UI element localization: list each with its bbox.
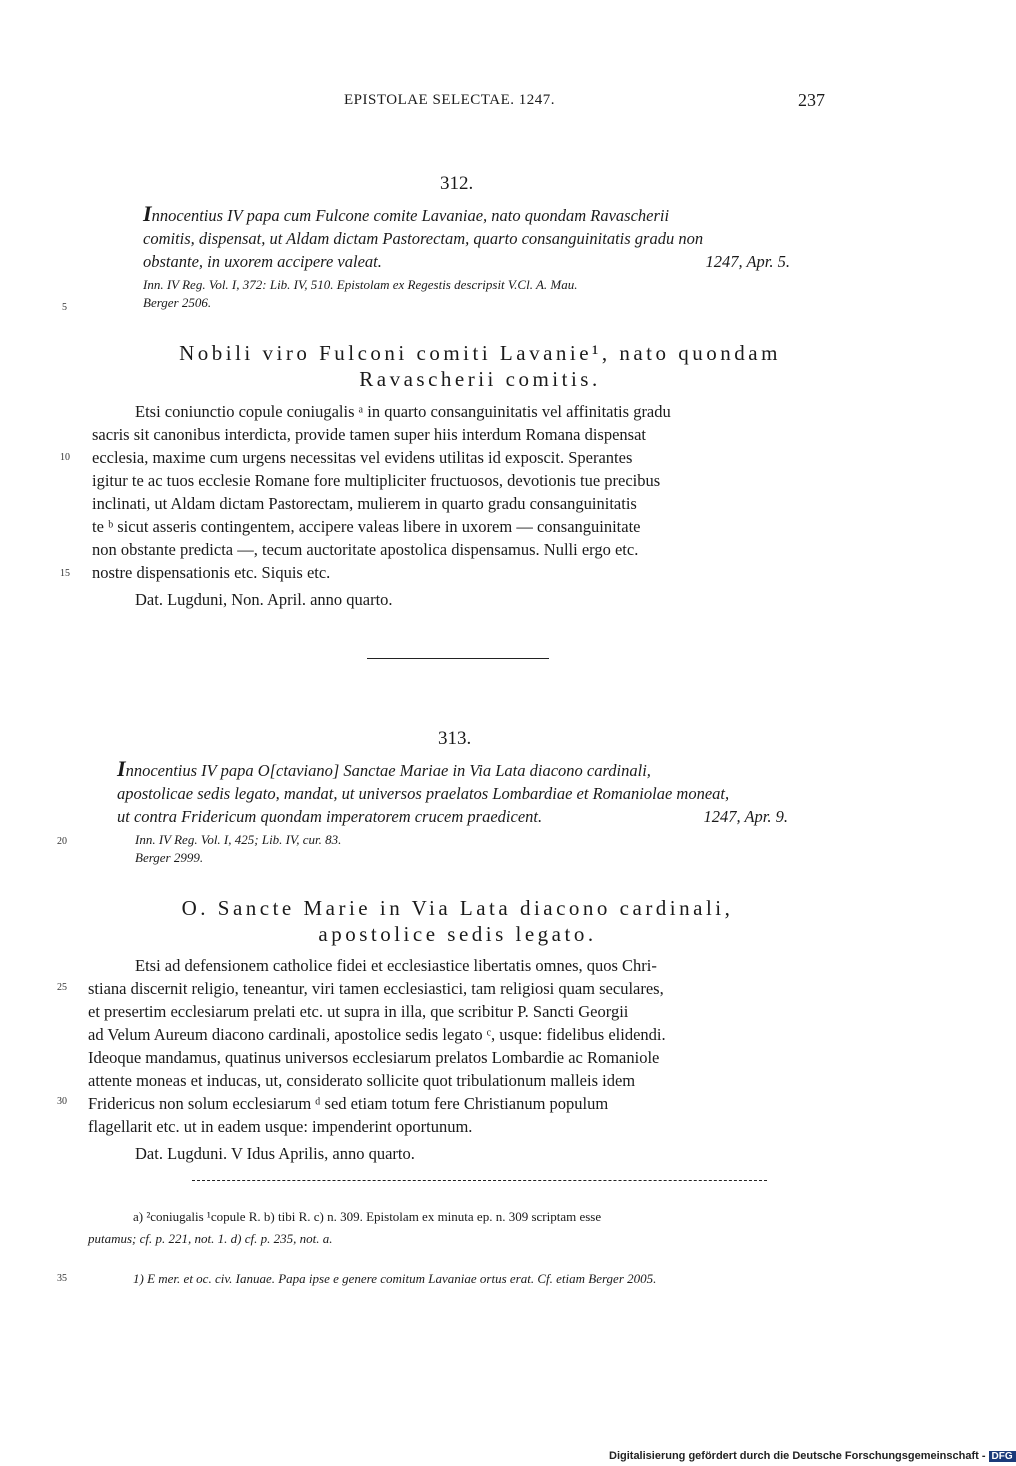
source-line: Inn. IV Reg. Vol. I, 425; Lib. IV, cur. 83.: [135, 832, 342, 847]
page-number: 237: [798, 90, 825, 110]
line-number: 5: [62, 302, 67, 313]
line-number: 25: [57, 982, 67, 993]
address-line: O. Sancte Marie in Via Lata diacono cardinali,: [181, 896, 734, 920]
address-line: Nobili viro Fulconi comiti Lavanie¹, nato quondam: [179, 341, 781, 365]
letter-313-body: [88, 954, 826, 1165]
body-line: te ᵇ sicut asseris contingentem, accipere valeas libere in uxorem — consanguinitate: [92, 517, 641, 536]
body-line: Ideoque mandamus, quatinus universos ecclesiarum prelatos Lombardie ac Romaniole: [88, 1048, 660, 1067]
letter-313-number: 313.: [438, 728, 472, 749]
body-line: non obstante predicta —, tecum auctoritate apostolica dispensamus. Nulli ergo etc.: [92, 540, 639, 559]
summary-line: comitis, dispensat, ut Aldam dictam Pastorectam, quarto consanguinitatis gradu non: [143, 229, 704, 248]
line-number: 10: [60, 452, 70, 463]
body-line: Fridericus non solum ecclesiarum ᵈ sed etiam totum fere Christianum populum: [88, 1094, 609, 1113]
address-line: Ravascherii comitis.: [359, 367, 601, 391]
line-number: 35: [57, 1273, 67, 1284]
summary-initial: I: [143, 201, 152, 226]
body-line: inclinati, ut Aldam dictam Pastorectam, mulierem in quarto gradu consanguinitatis: [92, 494, 637, 513]
body-line: nostre dispensationis etc. Siquis etc.: [92, 563, 331, 582]
letter-312-date: 1247, Apr. 5.: [705, 252, 790, 271]
summary-line: ut contra Fridericum quondam imperatorem crucem praedicent.: [117, 807, 543, 826]
summary-line: obstante, in uxorem accipere valeat.: [143, 252, 382, 271]
letter-312-body: [92, 400, 827, 611]
summary-line: apostolicae sedis legato, mandat, ut universos praelatos Lombardiae et Romaniolae moneat,: [117, 784, 730, 803]
body-line: attente moneas et inducas, ut, considerato sollicite quot tribulationum malleis idem: [88, 1071, 636, 1090]
summary-line: nnocentius IV papa cum Fulcone comite Lavaniae, nato quondam Ravascherii: [151, 206, 670, 225]
body-line: sacris sit canonibus interdicta, provide tamen super hiis interdum Romana dispensat: [92, 425, 646, 444]
letter-312-summary: [143, 202, 828, 273]
section-divider: [367, 658, 549, 659]
body-line: flagellarit etc. ut in eadem usque: impenderint oportunum.: [88, 1117, 473, 1136]
line-number: 15: [60, 568, 70, 579]
body-line: stiana discernit religio, teneantur, viri tamen ecclesiastici, tam religiosi quam seculares,: [88, 979, 664, 998]
funding-note: [609, 1450, 1013, 1462]
body-line: et presertim ecclesiarum prelati etc. ut supra in illa, que scribitur P. Sancti Georgii: [88, 1002, 629, 1021]
letter-312-dating: Dat. Lugduni, Non. April. anno quarto.: [135, 590, 393, 609]
footnote-rule: [192, 1180, 767, 1181]
body-line: ecclesia, maxime cum urgens necessitas vel evidens utilitas id exposcit. Sperantes: [92, 448, 633, 467]
historical-footnote: 1) E mer. et oc. civ. Ianuae. Papa ipse e genere comitum Lavaniae ortus erat. Cf. etiam Berger 2005.: [133, 1271, 657, 1286]
body-line: Etsi ad defensionem catholice fidei et ecclesiastice libertatis omnes, quos Chri-: [135, 956, 657, 975]
running-title: EPISTOLAE SELECTAE. 1247.: [344, 92, 556, 108]
footnote-line: putamus; cf. p. 221, not. 1. d) cf. p. 235, not. a.: [88, 1231, 333, 1246]
body-line: igitur te ac tuos ecclesie Romane fore multipliciter fructuosos, devotionis tue precibus: [92, 471, 661, 490]
summary-line: nnocentius IV papa O[ctaviano] Sanctae Mariae in Via Lata diacono cardinali,: [125, 761, 651, 780]
letter-312-number: 312.: [440, 173, 474, 194]
body-line: ad Velum Aureum diacono cardinali, apostolice sedis legato ᶜ, usque: fidelibus elidendi.: [88, 1025, 666, 1044]
source-line: Berger 2999.: [135, 850, 204, 865]
letter-313-address: [100, 895, 815, 947]
letter-313-source: [135, 831, 341, 867]
footnote-line: a) ²coniugalis ¹copule R. b) tibi R. c) n. 309. Epistolam ex minuta ep. n. 309 scriptam esse: [133, 1209, 602, 1224]
letter-313-dating: Dat. Lugduni. V Idus Aprilis, anno quarto.: [135, 1144, 415, 1163]
body-line: Etsi coniunctio copule coniugalis ᵃ in quarto consanguinitatis vel affinitatis gradu: [135, 402, 671, 421]
letter-313-summary: [117, 757, 828, 828]
line-number: 20: [57, 836, 67, 847]
source-line: Inn. IV Reg. Vol. I, 372: Lib. IV, 510. Epistolam ex Regestis descripsit V.Cl. A. Mau.: [143, 277, 578, 292]
line-number: 30: [57, 1096, 67, 1107]
variant-footnotes: [88, 1206, 828, 1250]
letter-312-source: [143, 276, 578, 312]
summary-initial: I: [117, 756, 126, 781]
source-line: Berger 2506.: [143, 295, 212, 310]
dfg-logo: DFG: [989, 1451, 1016, 1462]
funding-text: Digitalisierung gefördert durch die Deutsche Forschungsgemeinschaft -: [609, 1450, 986, 1462]
address-line: apostolice sedis legato.: [318, 922, 597, 946]
letter-313-date: 1247, Apr. 9.: [703, 807, 788, 826]
letter-312-address: [120, 340, 840, 392]
